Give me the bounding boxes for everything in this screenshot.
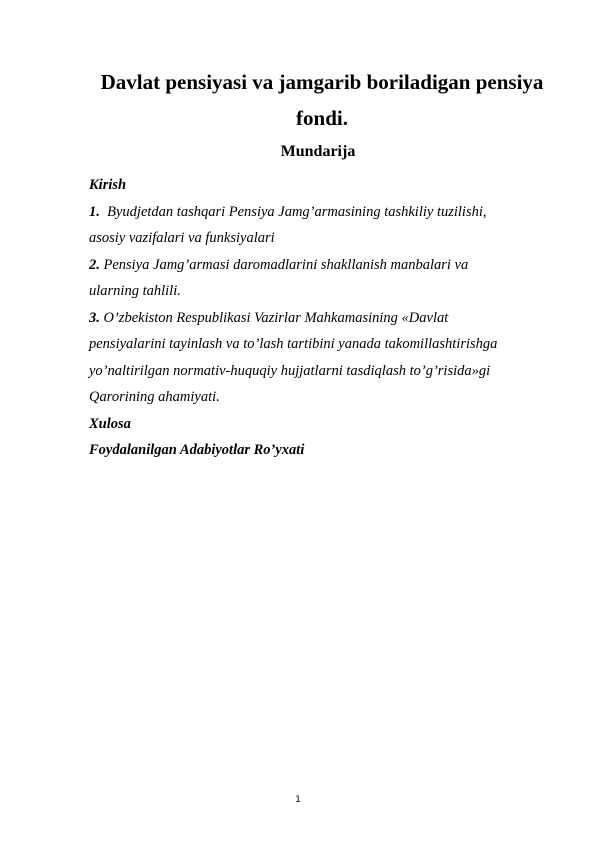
toc-item-text: Byudjetdan tashqari Pensiya Jamg’armasining tashkiliy tuzilishi,: [107, 203, 487, 220]
contents-heading: Mundarija: [280, 143, 356, 160]
toc-item-1-cont: asosiy vazifalari va funksiyalari: [89, 230, 275, 246]
toc-item-text: Pensiya Jamg’armasi daromadlarini shakllanish manbalari va: [103, 256, 469, 273]
toc-item-number: 3.: [89, 309, 100, 326]
toc-item-1: [89, 199, 559, 226]
table-of-contents: [89, 172, 559, 464]
toc-conclusion: Xulosa: [89, 415, 131, 432]
toc-item-2: [89, 252, 559, 279]
toc-item-number: 2.: [89, 256, 100, 273]
toc-item-text: O’zbekiston Respublikasi Vazirlar Mahkamasining «Davlat: [103, 309, 449, 326]
toc-item-3: [89, 305, 559, 332]
toc-item-3-cont: pensiyalarini tayinlash va to’lash tartibini yanada takomillashtirishga: [89, 336, 498, 352]
toc-item-3-cont: Qarorining ahamiyati.: [89, 389, 220, 405]
toc-item-3-cont: yo’naltirilgan normativ-huquqiy hujjatlarni tasdiqlash to’g’risida»gi: [89, 362, 491, 379]
toc-intro: Kirish: [89, 177, 127, 193]
toc-item-2-cont: ularning tahlili.: [89, 283, 181, 299]
toc-item-number: 1.: [89, 203, 100, 220]
document-title: Davlat pensiyasi va jamgarib boriladigan pensiya fondi.: [100, 70, 544, 130]
page-number: 1: [295, 795, 301, 805]
toc-references: Foydalanilgan Adabiyotlar Ro’yxati: [89, 442, 305, 458]
